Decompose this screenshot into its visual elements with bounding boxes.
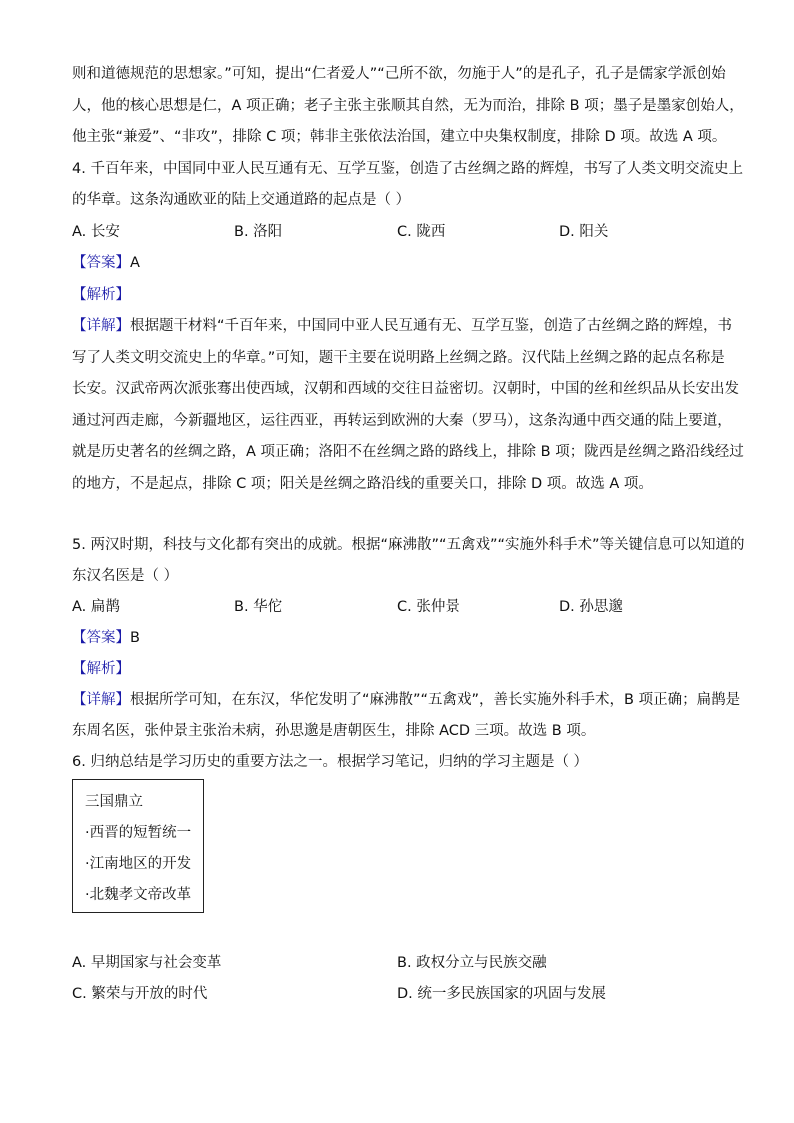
- q5-detail: 东周名医，张仲景主张治未病，孙思邈是唐朝医生，排除 ACD 三项。故选 B 项。: [72, 723, 596, 739]
- q4-detail: 就是历史著名的丝绸之路，A 项正确；洛阳不在丝绸之路的路线上，排除 B 项；陇西是丝绸之路沿线经过: [72, 444, 744, 460]
- q6-option-a: A. 早期国家与社会变革: [72, 955, 222, 971]
- q5-detail: [72, 690, 740, 710]
- q4-analysis: [72, 285, 130, 305]
- q4-detail: 写了人类文明交流史上的华章。”可知，题干主要在说明路上丝绸之路。汉代陆上丝绸之路的起点名称是: [72, 350, 725, 366]
- answer-value: B: [130, 630, 140, 646]
- q4-option-b: B. 洛阳: [234, 224, 283, 240]
- q4-option-c: C. 陇西: [397, 224, 446, 240]
- note-item: ·西晋的短暂统一: [85, 825, 192, 841]
- answer-tag: 【答案】: [72, 630, 130, 646]
- q5-analysis: [72, 659, 130, 679]
- analysis-tag: 【解析】: [72, 661, 130, 677]
- detail-tag: 【详解】: [72, 692, 130, 708]
- q5-stem: 5. 两汉时期，科技与文化都有突出的成就。根据“麻沸散”“五禽戏”“实施外科手术”等关键信息可以知道的: [72, 537, 745, 553]
- answer-value: A: [130, 255, 140, 271]
- q4-option-d: D. 阳关: [559, 224, 609, 240]
- q5-option-d: D. 孙思邈: [559, 599, 623, 615]
- q4-stem: 4. 千百年来，中国同中亚人民互通有无、互学互鉴，创造了古丝绸之路的辉煌，书写了人类文明交流史上: [72, 161, 743, 177]
- q6-option-c: C. 繁荣与开放的时代: [72, 986, 208, 1002]
- q4-stem: 的华章。这条沟通欧亚的陆上交通道路的起点是（ ）: [72, 192, 411, 208]
- q5-option-b: B. 华佗: [234, 599, 283, 615]
- q4-answer: [72, 253, 140, 273]
- note-item: ·江南地区的开发: [85, 856, 192, 872]
- detail-tag: 【详解】: [72, 318, 130, 334]
- analysis-tag: 【解析】: [72, 287, 130, 303]
- detail-text: 根据题干材料“千百年来，中国同中亚人民互通有无、互学互鉴，创造了古丝绸之路的辉煌，书: [130, 318, 733, 334]
- intro-line: 他主张“兼爱”、“非攻”，排除 C 项；韩非主张依法治国，建立中央集权制度，排除 D 项。故选 A 项。: [72, 129, 727, 145]
- q6-option-d: D. 统一多民族国家的巩固与发展: [397, 986, 606, 1002]
- q6-stem: 6. 归纳总结是学习历史的重要方法之一。根据学习笔记，归纳的学习主题是（ ）: [72, 754, 589, 770]
- note-item: 三国鼎立: [85, 794, 143, 810]
- q5-option-c: C. 张仲景: [397, 599, 460, 615]
- q4-detail: 长安。汉武帝两次派张骞出使西域，汉朝和西域的交往日益密切。汉朝时，中国的丝和丝织品从长安出发: [72, 381, 739, 397]
- intro-line: 则和道德规范的思想家。”可知，提出“仁者爱人”“己所不欲，勿施于人”的是孔子，孔子是儒家学派创始: [72, 66, 726, 82]
- detail-text: 根据所学可知，在东汉，华佗发明了“麻沸散”“五禽戏”，善长实施外科手术，B 项正确；扁鹊是: [130, 692, 741, 708]
- q4-detail: 的地方，不是起点，排除 C 项；阳关是丝绸之路沿线的重要关口，排除 D 项。故选 A 项。: [72, 476, 653, 492]
- q4-option-a: A. 长安: [72, 224, 120, 240]
- q4-detail: [72, 316, 732, 336]
- answer-tag: 【答案】: [72, 255, 130, 271]
- q4-detail: 通过河西走廊，今新疆地区，运往西亚，再转运到欧洲的大秦（罗马），这条沟通中西交通的陆上要道，: [72, 413, 732, 429]
- q5-option-a: A. 扁鹊: [72, 599, 120, 615]
- intro-line: 人，他的核心思想是仁，A 项正确；老子主张主张顺其自然，无为而治，排除 B 项；墨子是墨家创始人，: [72, 98, 744, 114]
- q6-option-b: B. 政权分立与民族交融: [397, 955, 547, 971]
- q5-answer: [72, 628, 140, 648]
- q5-stem: 东汉名医是（ ）: [72, 568, 179, 584]
- study-notes-box: [72, 779, 204, 913]
- note-item: ·北魏孝文帝改革: [85, 887, 192, 903]
